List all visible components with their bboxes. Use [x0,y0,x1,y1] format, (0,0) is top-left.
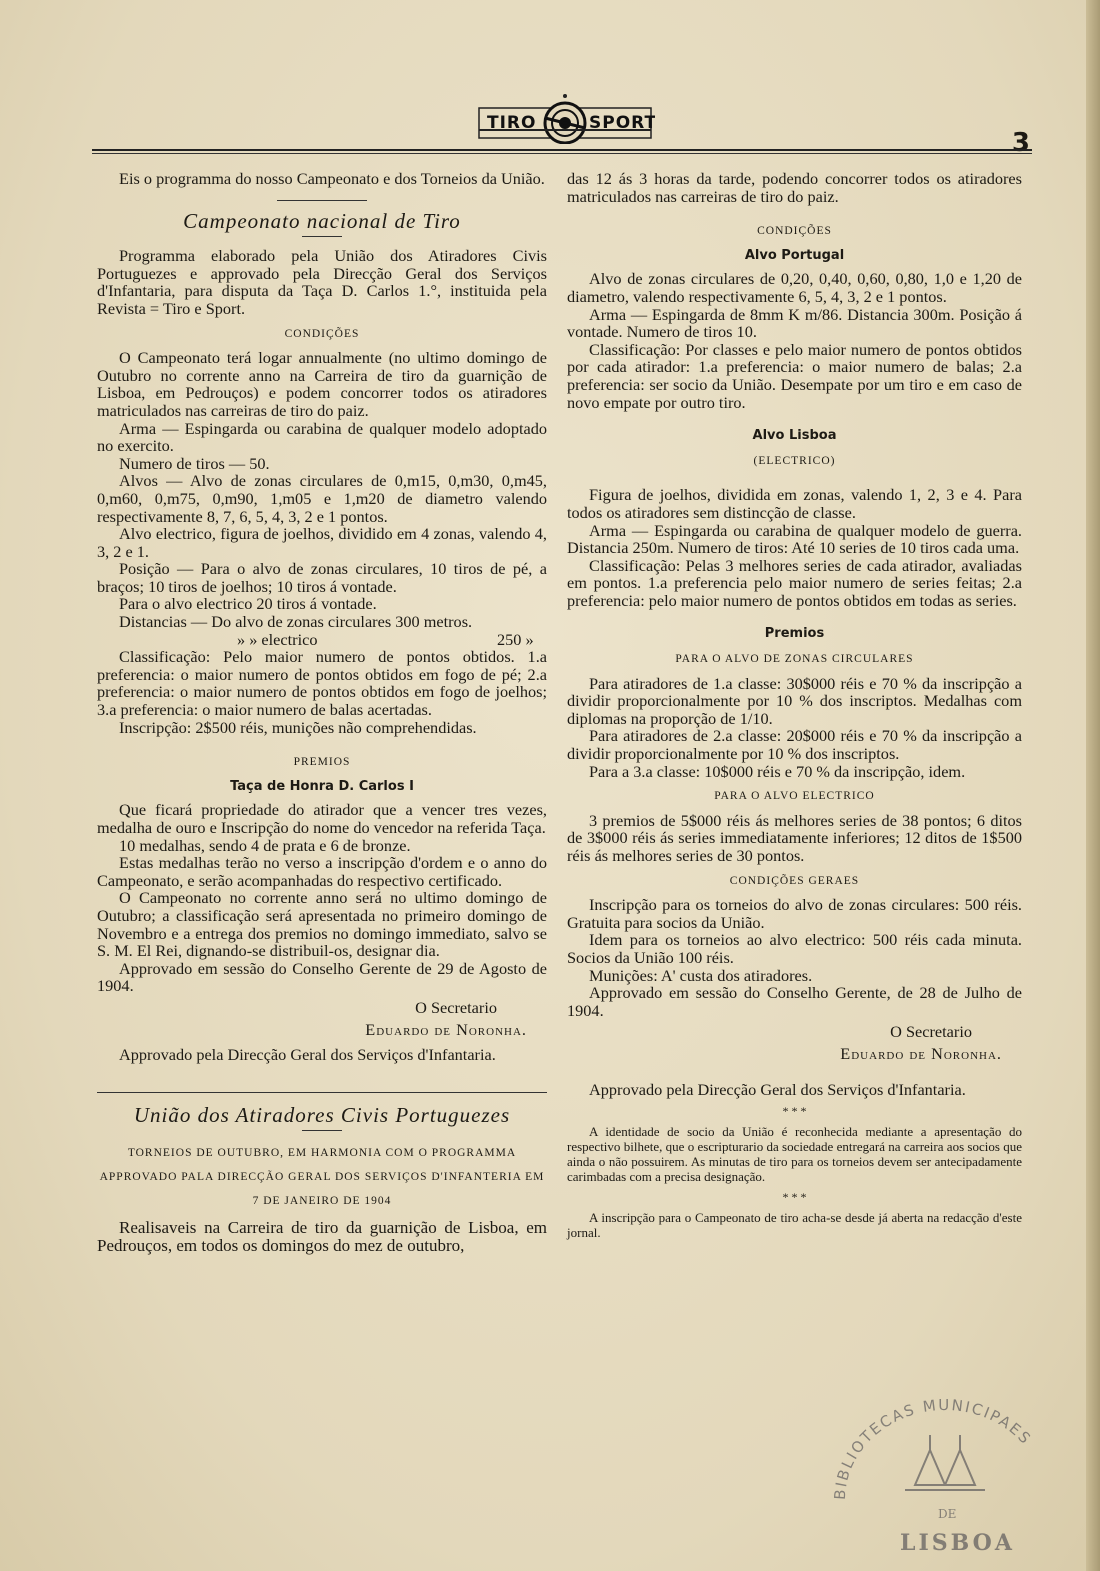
footnote-block [567,1124,1022,1184]
footnote-paragraph: A identidade de socio da União é reconhecida mediante a apresentação do respectivo bilhete, que o escripturario da sociedade entregará na carreira aos socios que ainda o não possuirem. As minutas de tiro para os torneios devem ser antecipadamente carimbadas com a precisa designação. [567,1124,1022,1185]
prizes-heading: PREMIOS [293,756,351,769]
title-divider [302,236,342,237]
distance-label: » » electrico [237,629,318,649]
library-stamp-icon [820,1390,1070,1560]
condition-paragraph: Para o alvo electrico 20 tiros á vontade. [119,594,377,614]
header-rule [92,149,1032,151]
library-stamp [820,1390,1070,1560]
spacer [97,1064,547,1082]
footnote-block [567,1210,1022,1240]
masthead-logo [475,88,655,144]
condition-paragraph: Distancias — Do alvo de zonas circulares 300 metros. [119,612,473,632]
prize-paragraph: Approvado em sessão do Conselho Gerente de 29 de Agosto de 1904. [97,958,547,996]
stamp-mid-text: DE [938,1507,957,1521]
asterism: * * * [782,1190,807,1205]
union-paragraph: Realisaveis na Carreira de tiro da guarnição de Lisboa, em Pedrouços, em todos os domingos do mez de outubro, [97,1218,547,1256]
signature-name: Eduardo de Noronha. [840,1043,1002,1063]
condition-paragraph: Figura de joelhos, dividida em zonas, valendo 1, 2, 3 e 4. Para todos os atiradores sem distincção de classe. [567,485,1022,522]
svg-text:SPORT: SPORT [589,113,655,133]
lisboa-subheading: (ELECTRICO) [753,454,836,467]
prize-paragraph: Para atiradores de 2.a classe: 20$000 réis e 70 % da inscripção a dividir proporcionalmente por 10 % dos inscriptos. [567,726,1022,764]
svg-text:TIRO: TIRO [487,113,537,133]
condition-paragraph: Alvo electrico, figura de joelhos, dividido em 4 zonas, valendo 4, 3, 2 e 1. [97,524,547,561]
section-divider [97,1092,547,1093]
signature-role: O Secretario [415,997,497,1017]
section-title: Campeonato nacional de Tiro [183,208,461,233]
continued-paragraph: das 12 ás 3 horas da tarde, podendo concorrer todos os atiradores matriculados nas carreiras de tiro do paiz. [567,169,1022,206]
approval-paragraph: Approvado pela Direcção Geral dos Serviços d'Infantaria. [589,1079,966,1099]
asterism: * * * [782,1104,807,1119]
condition-paragraph: Arma — Espingarda ou carabina de qualquer modelo adoptado no exercito. [97,418,547,456]
general-paragraph: Inscripção para os torneios do alvo de zonas circulares: 500 réis. Gratuita para socios da União. [567,895,1022,932]
conditions-heading: CONDIÇÕES [284,327,360,340]
zonas-heading: PARA O ALVO DE ZONAS CIRCULARES [675,653,914,666]
premios-heading: Premios [764,626,825,642]
stamp-top-text: BIBLIOTECAS MUNICIPAES [830,1395,1036,1501]
condition-paragraph: Arma — Espingarda de 8mm K m/86. Distancia 300m. Posição á vontade. Numero de tiros 10. [567,304,1022,342]
condition-paragraph: Alvo de zonas circulares de 0,20, 0,40, 0,60, 0,80, 1,0 e 1,20 de diametro, valendo respectivamente 6, 5, 4, 3, 2 e 1 pontos. [567,269,1022,306]
right-column [567,170,1022,1240]
general-paragraph: Munições: A' custa dos atiradores. [589,965,813,985]
condition-paragraph: Classificação: Pelas 3 melhores series de cada atirador, avaliadas em pontos. 1.a preferencia pelo maior numero de series feitas; 2.a preferencia: pelo maior numero de pontos obtidos em todas as series. [567,555,1022,610]
title-divider [302,1130,342,1131]
electrico-heading: PARA O ALVO ELECTRICO [714,790,875,803]
spacer [567,609,1022,619]
page-number: 3 [1011,128,1030,158]
prize-paragraph: Para atiradores de 1.a classe: 30$000 réis e 70 % da inscripção a dividir proporcionalmente por 10 % dos inscriptos. Medalhas com diplomas na proporção de 1/10. [567,673,1022,728]
distance-value: 250 » [497,629,534,649]
prize-paragraph: O Campeonato no corrente anno será no ultimo domingo de Outubro; a classificação será apresentada no primeiro domingo de Novembro e a entrega dos premios no domingo immediato, salvo se S. M. El Rei, dignando-se distribuil-os, designar dia. [97,888,547,961]
condition-paragraph: Alvos — Alvo de zonas circulares de 0,m15, 0,m30, 0,m45, 0,m60, 0,m75, 0,m90, 1,m05 e 1,m20 de diametro valendo respectivamente 8, 7, 6, 5, 4, 3, 2 e 1 pontos. [97,471,547,526]
spacer [567,411,1022,421]
prize-paragraph: Estas medalhas terão no verso a inscripção d'ordem e o anno do Campeonato, e serão acompanhadas do respectivo certificado. [97,853,547,890]
general-paragraph: Approvado em sessão do Conselho Gerente, de 28 de Julho de 1904. [567,983,1022,1020]
signature-role: O Secretario [890,1022,972,1042]
lisboa-heading: Alvo Lisboa [752,428,837,444]
condition-paragraph: Classificação: Pelo maior numero de pontos obtidos. 1.a preferencia: o maior numero de pontos obtidos em fogo de pé; 2.a preferencia: o maior numero de pontos obtidos em fogo de joelhos; 3.a preferencia: o maior numero de balas acertadas. [97,647,547,720]
general-paragraph: Idem para os torneios ao alvo electrico: 500 réis cada minuta. Socios da União 100 réis. [567,930,1022,967]
prize-paragraph: 3 premios de 5$000 réis ás melhores series de 38 pontos; 6 ditos de 3$000 réis ás series immediatamente inferiores; 12 ditos de 1$500 réis ás melhores series de 30 pontos. [567,810,1022,865]
condition-paragraph: Numero de tiros — 50. [119,453,270,473]
prize-paragraph: 10 medalhas, sendo 4 de prata e 6 de bronze. [119,835,411,855]
union-subtitle: TORNEIOS DE OUTUBRO, EM HARMONIA COM O PROGRAMMA APPROVADO PALA DIRECÇÃO GERAL DOS SERVIÇOS D'INFANTERIA EM 7 DE JANEIRO DE 1904 [99,1147,545,1208]
spacer [567,205,1022,215]
geraes-heading: CONDIÇÕES GERAES [729,874,860,887]
intro-paragraph: Eis o programma do nosso Campeonato e dos Torneios da União. [119,169,545,188]
condition-paragraph: O Campeonato terá logar annualmente (no ultimo domingo de Outubro no corrente anno na Carreira de tiro da guarnição de Lisboa, em Pedrouços) e podem concorrer todos os atiradores matriculados nas carreiras de tiro do paiz. [97,348,547,420]
approval-paragraph: Approvado pela Direcção Geral dos Serviços d'Infantaria. [119,1045,496,1065]
left-column [97,170,547,1255]
stamp-bottom-text: LISBOA [900,1530,1015,1556]
conditions-heading: CONDIÇÕES [757,225,832,238]
condition-paragraph: Inscripção: 2$500 réis, munições não comprehendidas. [119,717,477,737]
union-title: União dos Atiradores Civis Portuguezes [133,1102,511,1127]
condition-paragraph: Classificação: Por classes e pelo maior numero de pontos obtidos por cada atirador: 1.a preferencia: o maior numero de balas; 2.a preferencia: ser socio da União. Desempate por um tiro e em caso de novo empate por outro tiro. [567,339,1022,412]
signature-name: Eduardo de Noronha. [365,1019,527,1039]
condition-paragraph: Posição — Para o alvo de zonas circulares, 10 tiros de pé, a braços; 10 tiros de joelhos; 10 tiros á vontade. [97,559,547,596]
prize-paragraph: Que ficará propriedade do atirador que a vencer tres vezes, medalha de ouro e Inscripção do nome do vencedor na referida Taça. [97,800,547,837]
masthead-logo-icon [475,88,655,144]
spacer [97,736,547,746]
condition-paragraph: Arma — Espingarda ou carabina de qualquer modelo de guerra. Distancia 250m. Numero de tiros: Até 10 series de 10 tiros cada uma. [567,520,1022,558]
programme-paragraph: Programma elaborado pela União dos Atiradores Civis Portuguezes e approvado pela Direcção Geral dos Serviços d'Infantaria, para disputa da Taça D. Carlos 1.°, instituida pela Revista = Tiro e Sport. [97,246,547,318]
portugal-heading: Alvo Portugal [744,247,845,263]
prize-paragraph: Para a 3.a classe: 10$000 réis e 70 % da inscripção, idem. [589,761,966,781]
footnote-paragraph: A inscripção para o Campeonato de tiro acha-se desde já aberta na redacção d'este jornal. [567,1210,1022,1241]
section-divider [277,200,367,201]
cup-heading: Taça de Honra D. Carlos I [230,778,414,794]
distance-row [97,631,547,649]
header-rule-thin [92,153,1032,154]
page-edge [1086,0,1100,1571]
